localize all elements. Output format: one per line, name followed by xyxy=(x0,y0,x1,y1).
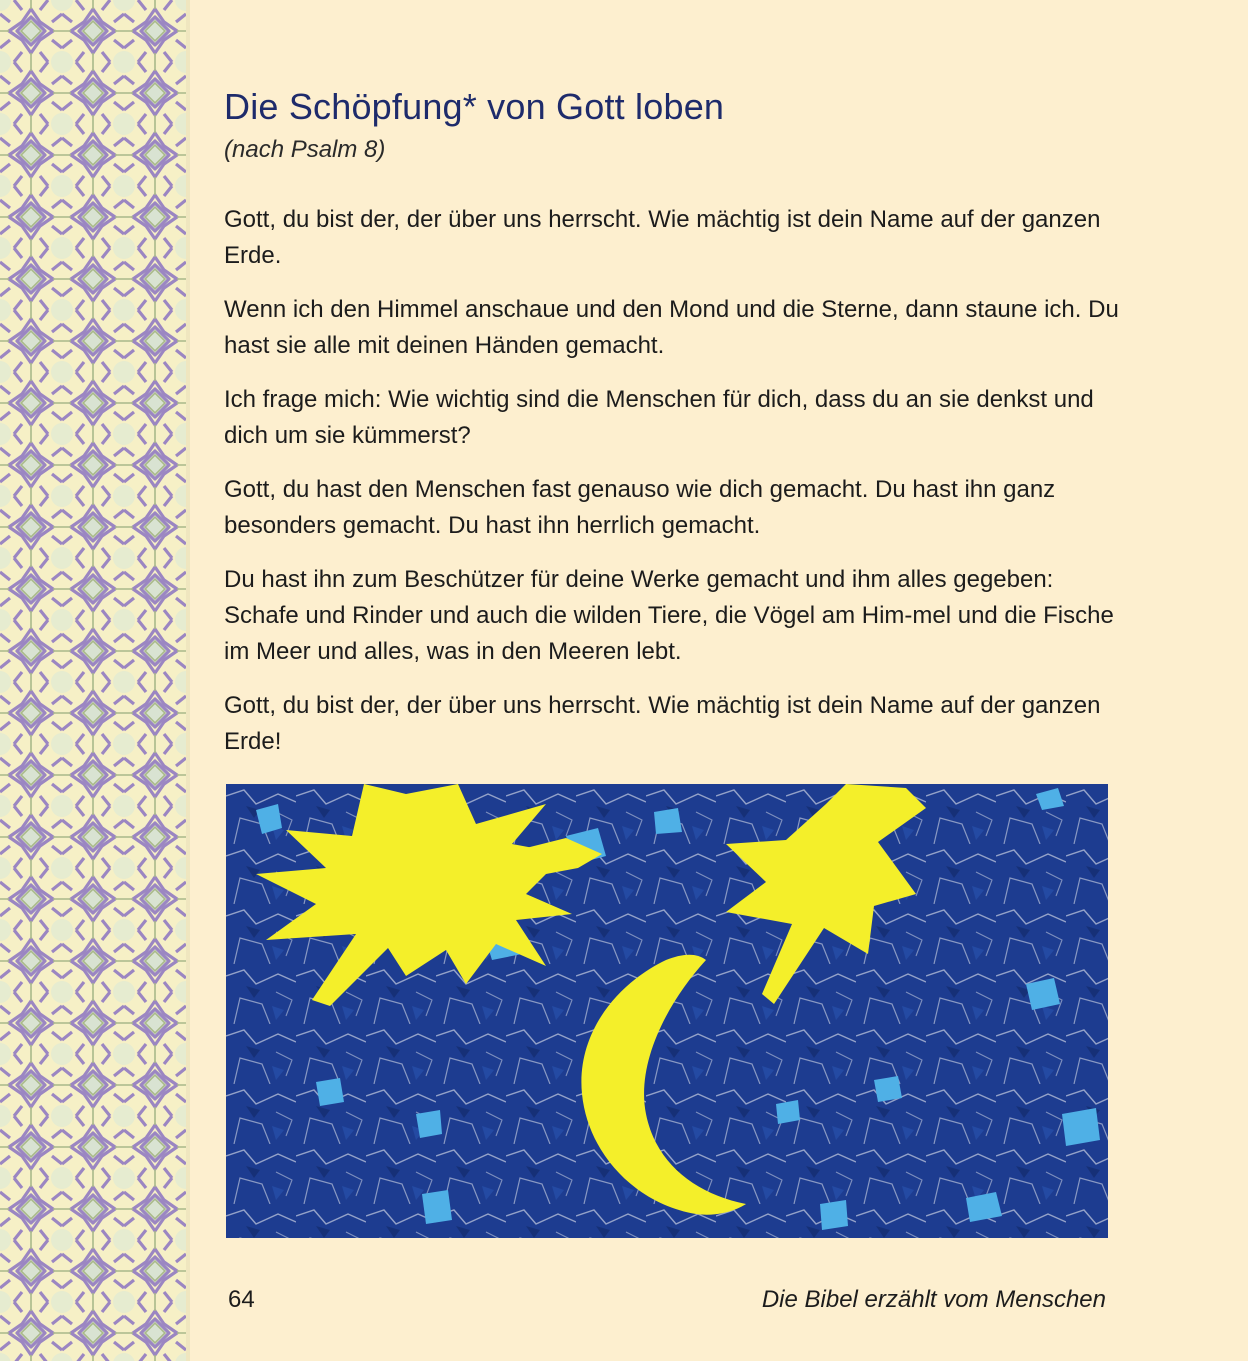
subtitle: (nach Psalm 8) xyxy=(224,136,386,163)
paragraph: Gott, du hast den Menschen fast genauso wie dich gemacht. Du hast ihn ganz besonders gemacht. Du hast ihn herrlich gemacht. xyxy=(224,476,1056,539)
body-text xyxy=(224,202,1124,778)
page-number: 64 xyxy=(228,1286,255,1313)
paragraph: Wenn ich den Himmel anschaue und den Mond und die Sterne, dann staune ich. Du hast sie alle mit deinen Händen gemacht. xyxy=(224,296,1119,359)
paragraph: Du hast ihn zum Beschützer für deine Werke gemacht und ihm alles gegeben: Schafe und Rinder und auch die wilden Tiere, die Vögel am Him-mel und die Fische im Meer und alles, was in den Meeren lebt. xyxy=(224,566,1114,665)
page-title: Die Schöpfung* von Gott loben xyxy=(224,86,725,127)
paragraph: Gott, du bist der, der über uns herrscht. Wie mächtig ist dein Name auf der ganzen Erde! xyxy=(224,692,1101,755)
night-sky-collage-image xyxy=(226,784,1108,1238)
decorative-border-pattern xyxy=(0,0,190,1361)
running-footer: Die Bibel erzählt vom Menschen xyxy=(761,1286,1106,1313)
paragraph: Gott, du bist der, der über uns herrscht. Wie mächtig ist dein Name auf der ganzen Erde. xyxy=(224,206,1101,269)
paragraph: Ich frage mich: Wie wichtig sind die Menschen für dich, dass du an sie denkst und dich um sie kümmerst? xyxy=(224,386,1094,449)
